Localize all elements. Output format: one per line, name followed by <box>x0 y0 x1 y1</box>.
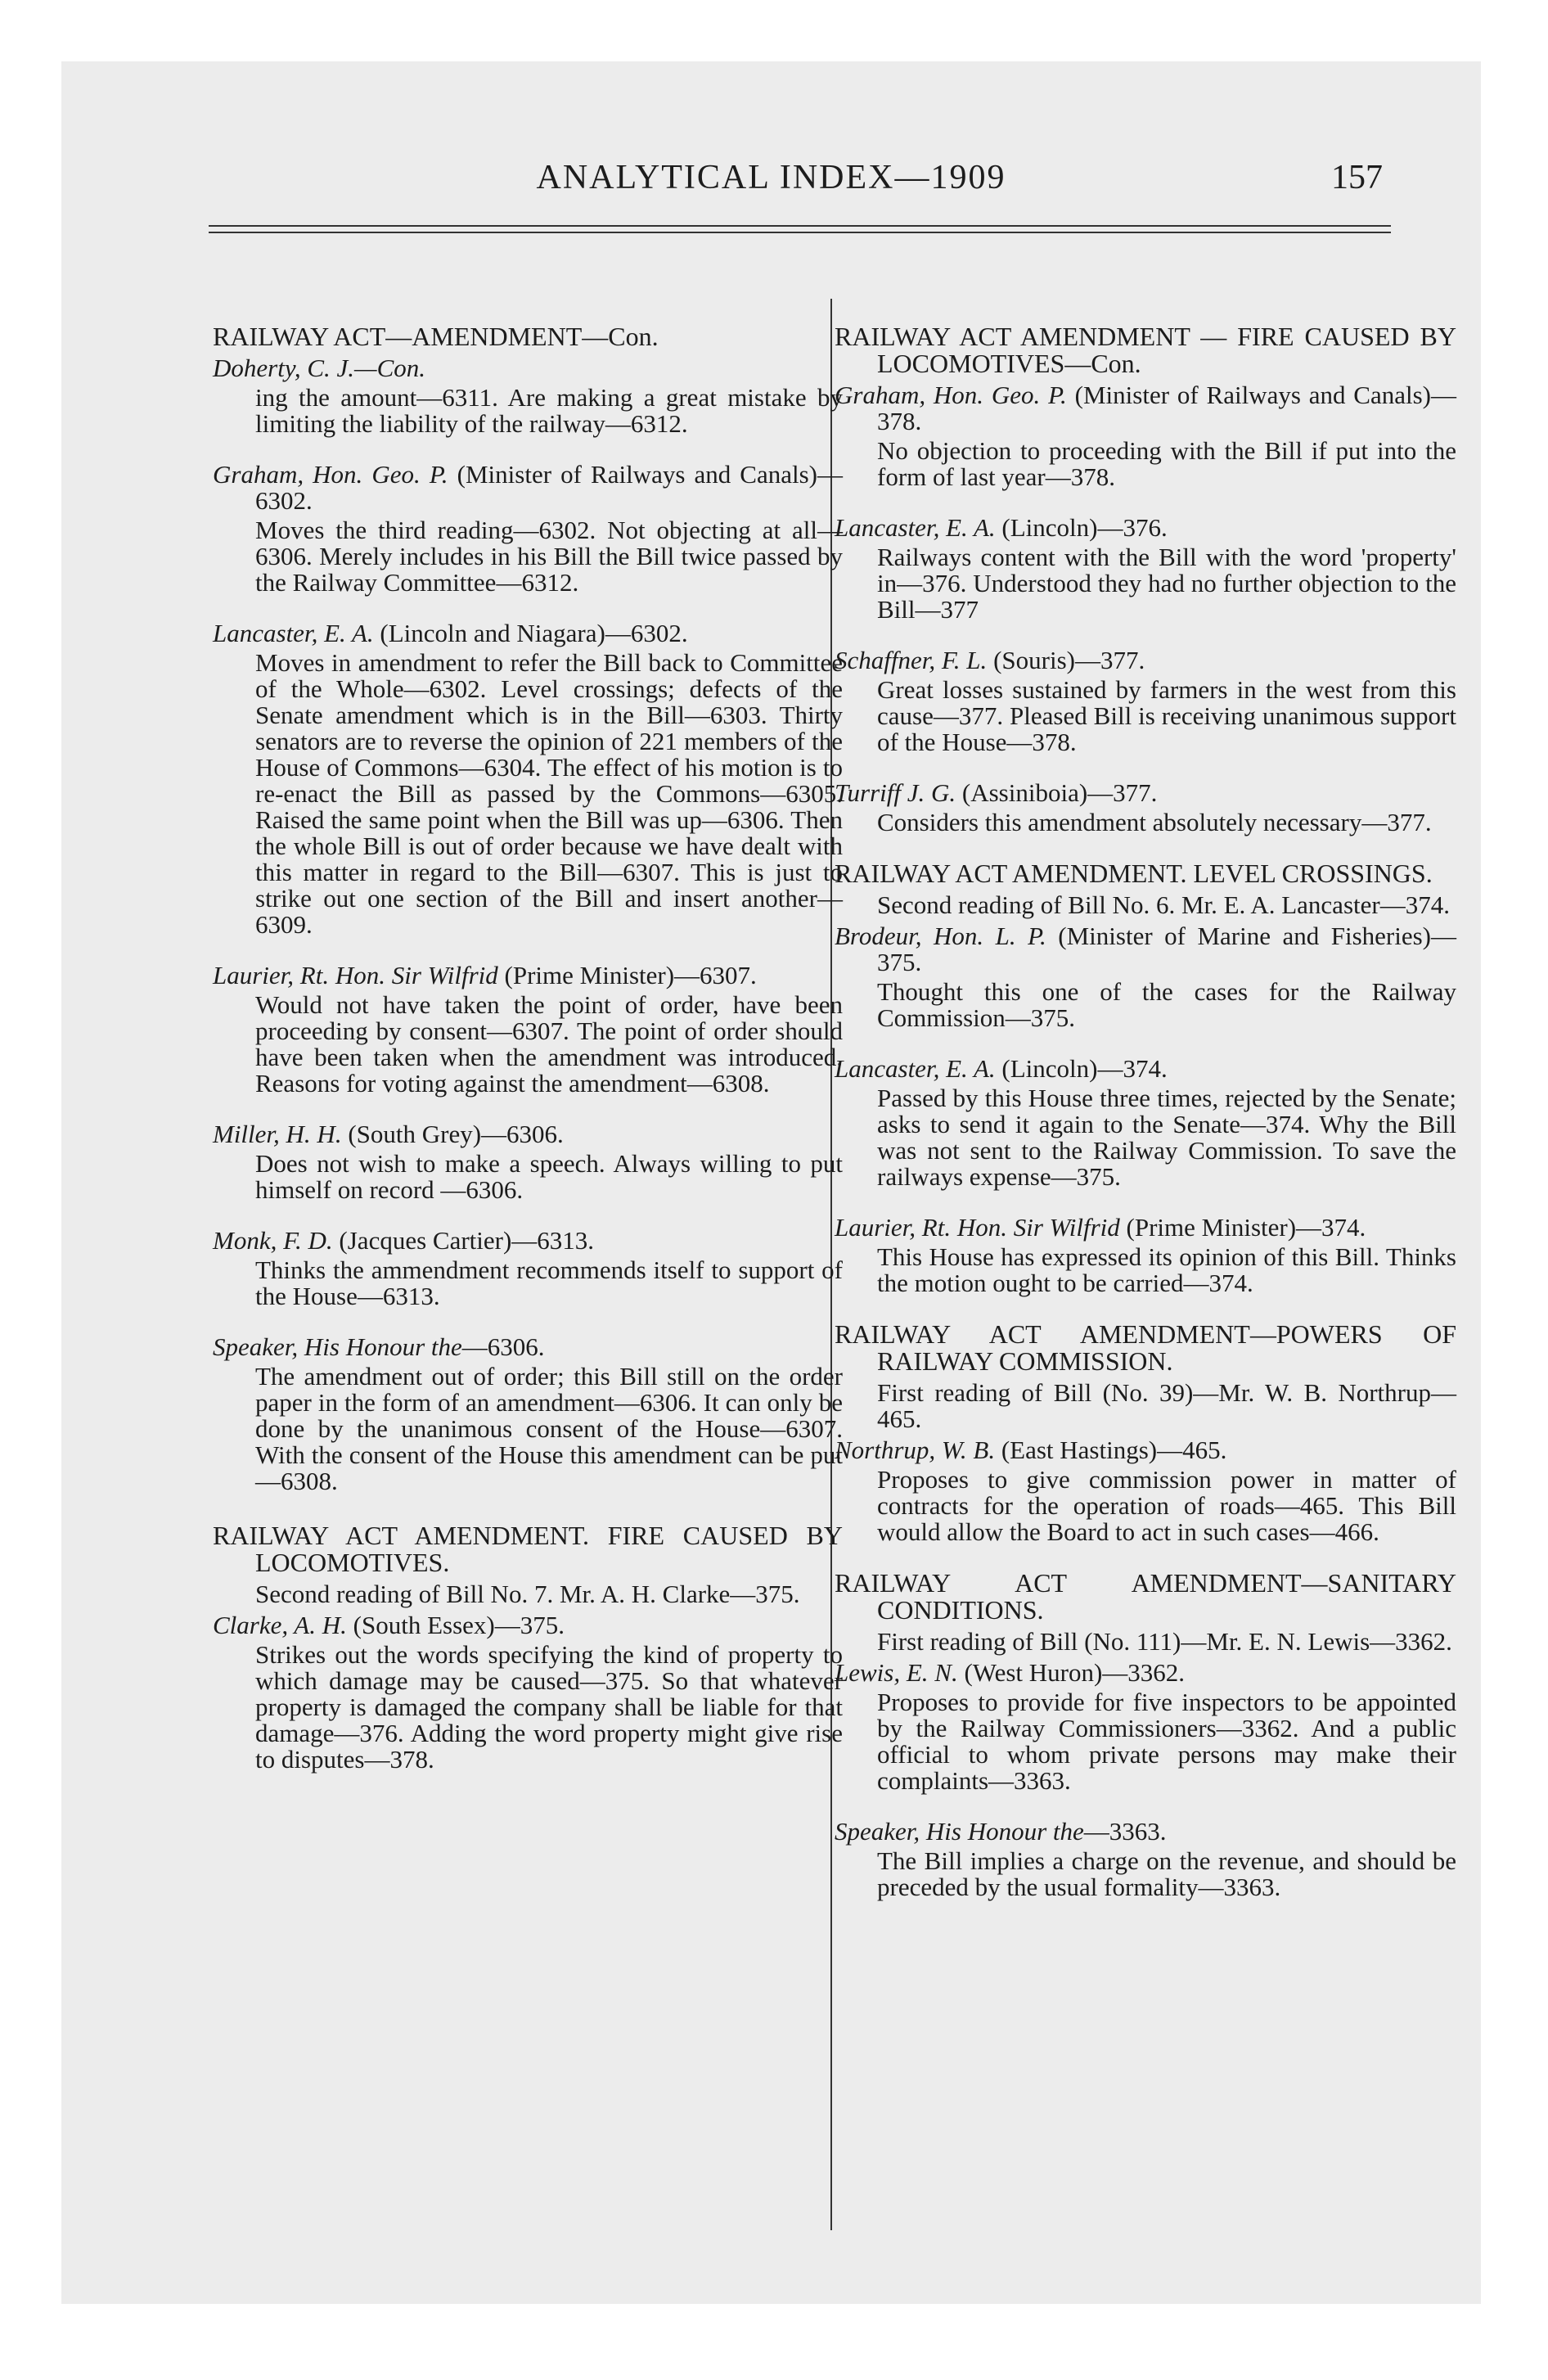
speaker-name: Graham, Hon. Geo. P. <box>213 460 448 489</box>
section-heading: RAILWAY ACT AMENDMENT — FIRE CAUSED BY LOCOMOTIVES—Con. <box>835 322 1456 378</box>
header-rule <box>209 225 1391 227</box>
section-heading: RAILWAY ACT AMENDMENT—SANITARY CONDITIONS. <box>835 1568 1456 1625</box>
header-rule-second <box>209 232 1391 233</box>
speaker-affiliation: (Minister of Railways and Canals)—378. <box>877 381 1457 435</box>
entry-text: Moves in amendment to refer the Bill back to Committee of the Whole—6302. Level crossings; defects of the Senate amendment which is in the Bill—6303. Thirty senators are to reverse the opinion of 221 members of the House of Commons—6304. The effect of his motion is to re-enact the Bill as passed by the Commons—6305. Raised the same point when the Bill was up—6306. Then the whole Bill is out of order because we have dealt with this matter in regard to the Bill—6307. This is just to strike out one section of the Bill and insert another—6309. <box>255 648 843 939</box>
speaker-affiliation: (Assiniboia)—377. <box>961 778 1158 807</box>
speaker-affiliation: (Prime Minister)—374. <box>1126 1213 1366 1242</box>
entry-speaker <box>213 1121 843 1147</box>
entry-speaker <box>213 962 843 989</box>
entry-speaker <box>213 620 843 647</box>
speaker-affiliation: (South Essex)—375. <box>353 1611 565 1639</box>
speaker-name: Clarke, A. H. <box>213 1611 347 1639</box>
index-entry <box>835 1660 1456 1794</box>
entry-speaker <box>835 382 1456 435</box>
entry-speaker <box>835 1215 1456 1241</box>
speaker-name: Laurier, Rt. Hon. Sir Wilfrid <box>835 1213 1120 1242</box>
speaker-affiliation: —6306. <box>461 1332 545 1361</box>
entry-speaker <box>835 1056 1456 1082</box>
entry-text: ing the amount—6311. Are making a great mistake by limiting the liability of the railway—6312. <box>255 383 843 438</box>
page-number: 157 <box>1331 159 1383 196</box>
entry-text: Thought this one of the cases for the Railway Commission—375. <box>877 977 1456 1032</box>
speaker-affiliation: (East Hastings)—465. <box>1001 1436 1227 1464</box>
index-entry <box>213 1334 843 1494</box>
section-heading: RAILWAY ACT AMENDMENT. FIRE CAUSED BY LOCOMOTIVES. <box>213 1521 843 1577</box>
index-entry <box>835 1437 1456 1545</box>
speaker-affiliation: (Prime Minister)—6307. <box>504 961 757 989</box>
speaker-name: Lancaster, E. A. <box>835 1054 996 1083</box>
index-entry <box>213 962 843 1097</box>
speaker-name: Monk, F. D. <box>213 1226 333 1255</box>
entry-text: Proposes to give commission power in matter of contracts for the operation of roads—465. This Bill would allow the Board to act in such cases—466. <box>877 1465 1456 1546</box>
speaker-name: Speaker, His Honour the <box>835 1817 1084 1846</box>
index-entry <box>835 382 1456 490</box>
entry-speaker <box>835 1660 1456 1686</box>
left-column <box>213 323 843 1801</box>
index-entry <box>835 1819 1456 1900</box>
page-header <box>61 158 1481 207</box>
speaker-affiliation: (Lincoln)—376. <box>1001 513 1168 542</box>
speaker-affiliation: —3363. <box>1083 1817 1167 1846</box>
index-entry <box>835 1215 1456 1296</box>
section-heading: RAILWAY ACT—AMENDMENT—Con. <box>213 322 659 351</box>
speaker-affiliation: (Minister of Railways and Canals)—6302. <box>255 460 844 515</box>
speaker-affiliation: (Lincoln)—374. <box>1001 1054 1168 1083</box>
index-entry <box>213 355 843 437</box>
index-entry <box>213 462 843 596</box>
index-entry <box>213 620 843 938</box>
entry-text: No objection to proceeding with the Bill if put into the form of last year—378. <box>877 436 1456 491</box>
entry-text: Would not have taken the point of order, have been proceeding by consent—6307. The point of order should have been taken when the amendment was introduced. Reasons for voting against the amendment—6308. <box>255 990 843 1098</box>
entry-speaker <box>835 1437 1456 1463</box>
speaker-name: Speaker, His Honour the <box>213 1332 462 1361</box>
entry-speaker <box>213 1612 843 1639</box>
speaker-name: Lancaster, E. A. <box>213 619 374 647</box>
speaker-affiliation: (Minister of Marine and Fisheries)—375. <box>877 922 1457 976</box>
index-entry <box>213 1121 843 1203</box>
entry-speaker <box>213 462 843 514</box>
entry-text: Strikes out the words specifying the kind of property to which damage may be caused—375. So that whatever property is damaged the company shall be liable for that damage—376. Adding the word property might give rise to disputes—378. <box>255 1640 843 1774</box>
speaker-name: Brodeur, Hon. L. P. <box>835 922 1046 950</box>
section-subject: First reading of Bill (No. 111)—Mr. E. N. Lewis—3362. <box>877 1627 1452 1656</box>
speaker-affiliation: (West Huron)—3362. <box>964 1658 1186 1687</box>
entry-speaker <box>213 355 843 381</box>
speaker-name: Doherty, C. J.—Con. <box>213 354 426 382</box>
section-heading: RAILWAY ACT AMENDMENT. LEVEL CROSSINGS. <box>835 859 1433 888</box>
speaker-affiliation: (Souris)—377. <box>993 646 1145 674</box>
entry-text: Passed by this House three times, rejected by the Senate; asks to send it again to the Senate—374. Why the Bill was not sent to the Railway Commission. To save the railways expense—375. <box>877 1084 1456 1191</box>
speaker-name: Schaffner, F. L. <box>835 646 988 674</box>
section-subject: Second reading of Bill No. 7. Mr. A. H. Clarke—375. <box>255 1580 800 1608</box>
index-entry <box>213 1612 843 1773</box>
speaker-name: Lancaster, E. A. <box>835 513 996 542</box>
speaker-name: Lewis, E. N. <box>835 1658 958 1687</box>
section-heading: RAILWAY ACT AMENDMENT—POWERS OF RAILWAY COMMISSION. <box>835 1319 1456 1376</box>
speaker-affiliation: (Lincoln and Niagara)—6302. <box>380 619 688 647</box>
section-subject: Second reading of Bill No. 6. Mr. E. A. Lancaster—374. <box>877 890 1450 919</box>
entry-text: Proposes to provide for five inspectors to be appointed by the Railway Commissioners—3362. And a public official to whom private persons may make their complaints—3363. <box>877 1688 1456 1795</box>
right-column <box>835 323 1456 1925</box>
speaker-name: Miller, H. H. <box>213 1120 342 1148</box>
entry-text: Thinks the ammendment recommends itself to support of the House—6313. <box>255 1255 843 1310</box>
entry-text: The amendment out of order; this Bill still on the order paper in the form of an amendment—6306. It can only be done by the unanimous consent of the House—6307. With the consent of the House this amendment can be put—6308. <box>255 1362 843 1495</box>
entry-text: Moves the third reading—6302. Not objecting at all—6306. Merely includes in his Bill the Bill twice passed by the Railway Committee—6312. <box>255 516 843 597</box>
running-title: ANALYTICAL INDEX—1909 <box>536 159 1006 196</box>
section-subject: First reading of Bill (No. 39)—Mr. W. B. Northrup—465. <box>877 1378 1456 1433</box>
entry-text: Great losses sustained by farmers in the west from this cause—377. Pleased Bill is receiving unanimous support of the House—378. <box>877 675 1456 756</box>
entry-speaker <box>835 515 1456 541</box>
index-entry <box>835 647 1456 755</box>
index-entry <box>835 923 1456 1031</box>
index-entry <box>213 1228 843 1309</box>
entry-speaker <box>213 1334 843 1360</box>
entry-speaker <box>835 1819 1456 1845</box>
entry-text: The Bill implies a charge on the revenue, and should be preceded by the usual formality—3363. <box>877 1846 1456 1901</box>
index-entry <box>835 515 1456 623</box>
speaker-name: Northrup, W. B. <box>835 1436 996 1464</box>
entry-speaker <box>835 923 1456 976</box>
entry-text: Railways content with the Bill with the word 'property' in—376. Understood they had no further objection to the Bill—377 <box>877 543 1456 624</box>
entry-speaker <box>213 1228 843 1254</box>
index-entry <box>835 780 1456 836</box>
entry-speaker <box>835 647 1456 674</box>
entry-text: Considers this amendment absolutely necessary—377. <box>877 808 1432 836</box>
entry-text: This House has expressed its opinion of this Bill. Thinks the motion ought to be carried—374. <box>877 1242 1456 1297</box>
page-scan <box>61 61 1481 2304</box>
speaker-name: Graham, Hon. Geo. P. <box>835 381 1067 409</box>
speaker-affiliation: (South Grey)—6306. <box>348 1120 564 1148</box>
entry-text: Does not wish to make a speech. Always willing to put himself on record —6306. <box>255 1149 843 1204</box>
speaker-affiliation: (Jacques Cartier)—6313. <box>339 1226 595 1255</box>
speaker-name: Laurier, Rt. Hon. Sir Wilfrid <box>213 961 498 989</box>
speaker-name: Turriff J. G. <box>835 778 956 807</box>
entry-speaker <box>835 780 1456 806</box>
index-entry <box>835 1056 1456 1190</box>
